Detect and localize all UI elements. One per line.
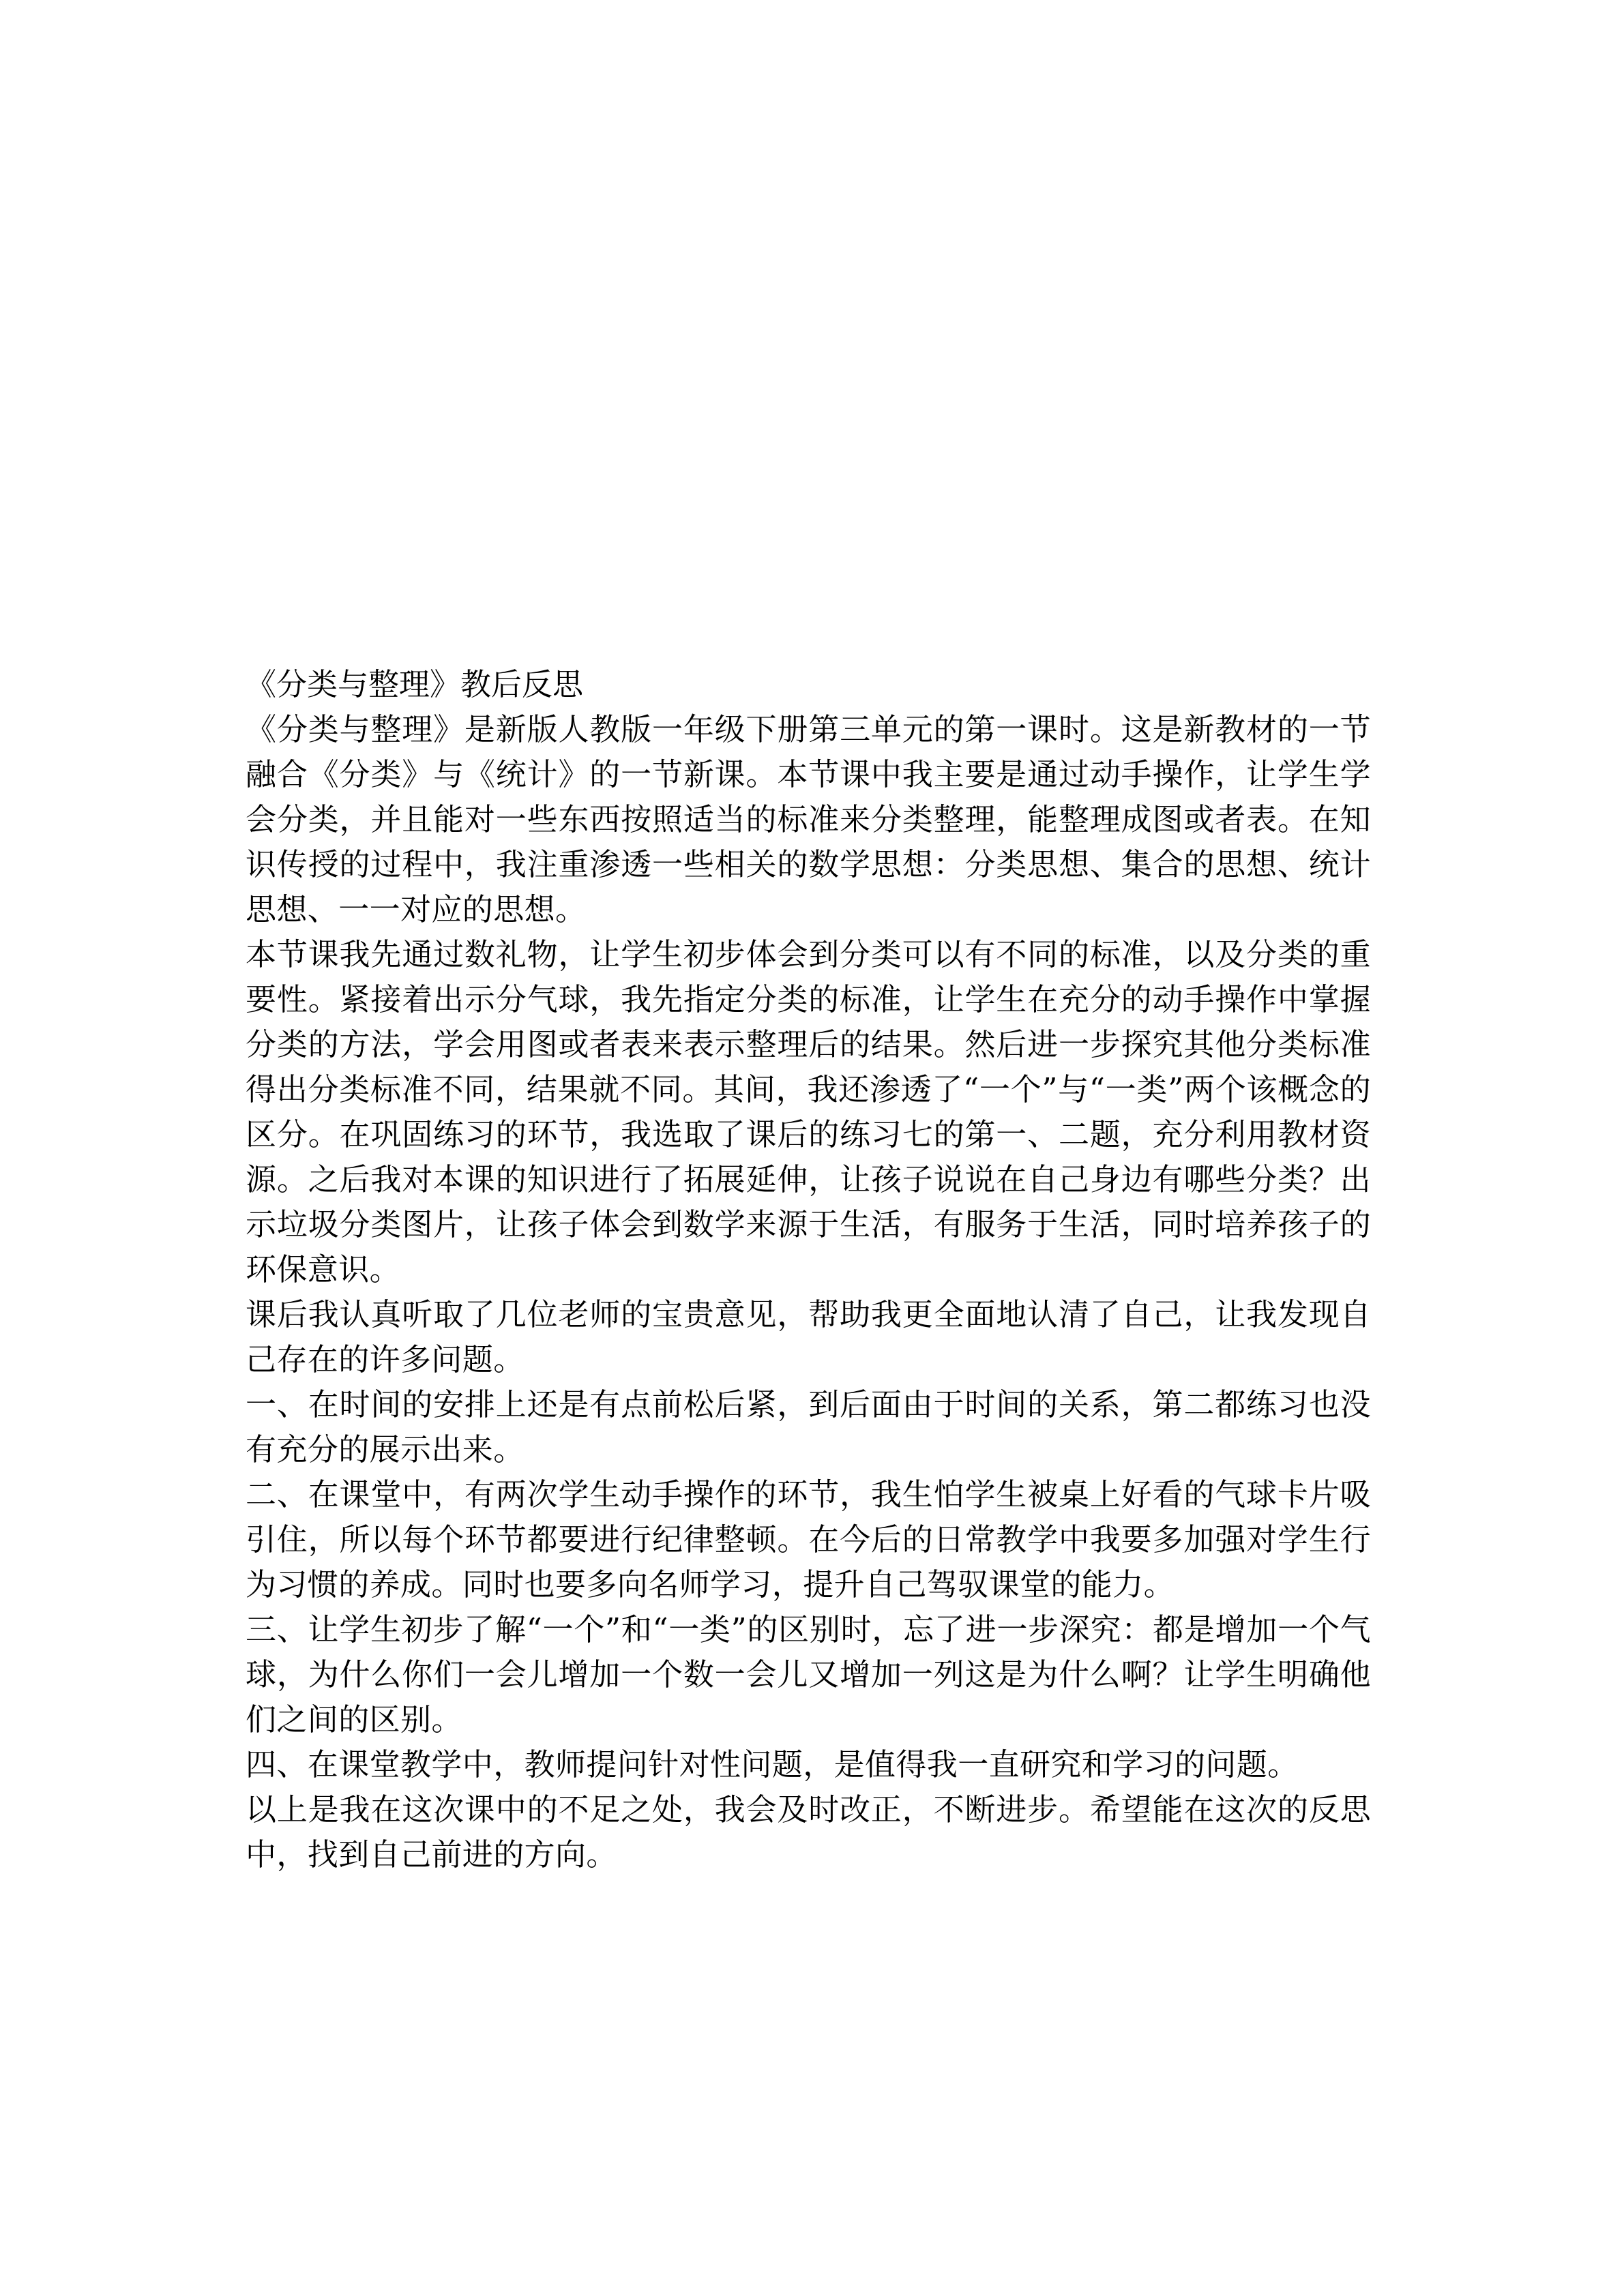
- paragraph-issue-2: 二、在课堂中，有两次学生动手操作的环节，我生怕学生被桌上好看的气球卡片吸引住，所以每个环节都要进行纪律整顿。在今后的日常教学中我要多加强对学生行为习惯的养成。同时也要多向名师学习，提升自己驾驭课堂的能力。: [246, 1476, 1371, 1602]
- paragraph-lesson-process: 本节课我先通过数礼物，让学生初步体会到分类可以有不同的标准，以及分类的重要性。紧接着出示分气球，我先指定分类的标准，让学生在充分的动手操作中掌握分类的方法，学会用图或者表来表示整理后的结果。然后进一步探究其他分类标准得出分类标准不同，结果就不同。其间，我还渗透了“一个”与“一类”两个该概念的区分。在巩固练习的环节，我选取了课后的练习七的第一、二题，充分利用教材资源。之后我对本课的知识进行了拓展延伸，让孩子说说在自己身边有哪些分类？出示垃圾分类图片，让孩子体会到数学来源于生活，有服务于生活，同时培养孩子的环保意识。: [246, 936, 1371, 1287]
- paragraph-feedback: 课后我认真听取了几位老师的宝贵意见，帮助我更全面地认清了自己，让我发现自己存在的许多问题。: [246, 1296, 1371, 1377]
- document-title: 《分类与整理》教后反思: [246, 666, 584, 702]
- document-body: [246, 662, 1371, 1877]
- paragraph-issue-3: 三、让学生初步了解“一个”和“一类”的区别时，忘了进一步深究：都是增加一个气球，为什么你们一会儿增加一个数一会儿又增加一列这是为什么啊？让学生明确他们之间的区别。: [246, 1611, 1371, 1738]
- paragraph-conclusion: 以上是我在这次课中的不足之处，我会及时改正，不断进步。希望能在这次的反思中，找到自己前进的方向。: [246, 1791, 1371, 1873]
- paragraph-issue-4: 四、在课堂教学中，教师提问针对性问题，是值得我一直研究和学习的问题。: [246, 1746, 1299, 1783]
- paragraph-issue-1: 一、在时间的安排上还是有点前松后紧，到后面由于时间的关系，第二都练习也没有充分的展示出来。: [246, 1386, 1371, 1467]
- paragraph-intro: 《分类与整理》是新版人教版一年级下册第三单元的第一课时。这是新教材的一节融合《分类》与《统计》的一节新课。本节课中我主要是通过动手操作，让学生学会分类，并且能对一些东西按照适当的标准来分类整理，能整理成图或者表。在知识传授的过程中，我注重渗透一些相关的数学思想：分类思想、集合的思想、统计思想、一一对应的思想。: [246, 711, 1371, 927]
